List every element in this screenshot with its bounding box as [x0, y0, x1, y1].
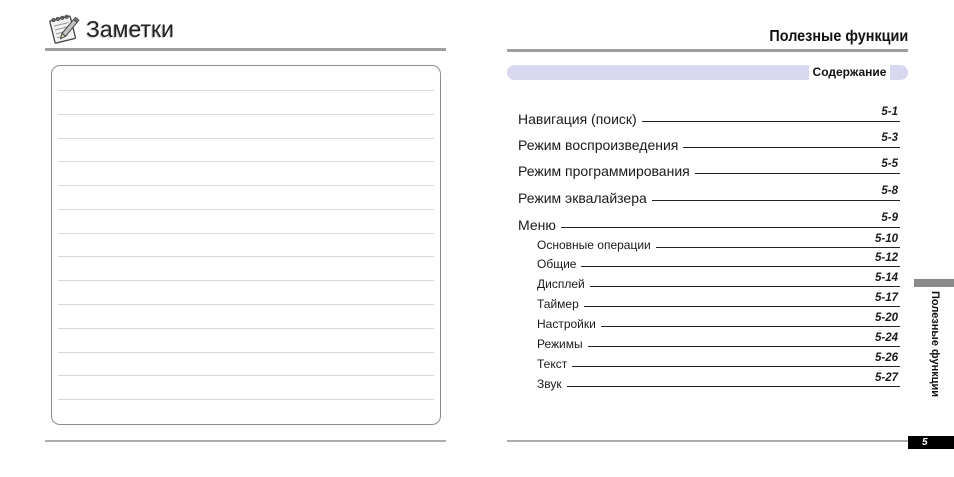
toc-subentry[interactable] [537, 292, 900, 312]
side-tab-label: Полезные функции [929, 291, 941, 398]
toc-entry-label: Режим воспроизведения [518, 137, 679, 153]
notes-box [51, 65, 441, 425]
toc-subentry-page: 5-17 [874, 292, 898, 304]
toc-entry[interactable] [518, 185, 900, 207]
toc-leader-line [581, 266, 900, 267]
note-line [58, 280, 434, 281]
toc-leader-line [584, 306, 900, 307]
note-line [58, 114, 434, 115]
note-line [58, 90, 434, 91]
toc-leader-line [642, 121, 900, 122]
toc-leader-line [652, 200, 900, 201]
toc-leader-line [572, 366, 900, 367]
toc-entry-label: Режим программирования [518, 163, 690, 179]
notepad-pencil-icon [48, 13, 82, 44]
footer-rule [507, 440, 908, 442]
toc-entry-page: 5-1 [881, 106, 898, 118]
page-title: Заметки [86, 16, 174, 42]
toc-subentry-page: 5-24 [874, 332, 898, 344]
toc-subentry[interactable] [537, 312, 900, 332]
toc-entry-page: 5-9 [881, 212, 898, 224]
toc-leader-line [601, 326, 900, 327]
title-rule [45, 48, 446, 51]
side-tab-marker [914, 279, 954, 287]
toc-subentry-page: 5-10 [874, 233, 898, 245]
header-rule [507, 49, 908, 52]
note-line [58, 209, 434, 210]
toc-leader-line [590, 286, 900, 287]
toc-entry-page: 5-8 [881, 185, 898, 197]
note-line [58, 375, 434, 376]
toc-subentry-page: 5-27 [874, 372, 898, 384]
toc-subentry-label: Основные операции [537, 238, 651, 252]
toc-entry[interactable] [518, 132, 900, 154]
note-line [58, 328, 434, 329]
toc-entry[interactable] [518, 212, 900, 234]
toc-subentry-label: Общие [537, 257, 577, 271]
contents-label: Содержание [809, 65, 890, 80]
toc-subentry[interactable] [537, 372, 900, 392]
toc-subentry-page: 5-14 [874, 272, 898, 284]
note-line [58, 138, 434, 139]
toc-subentry-label: Дисплей [537, 277, 585, 291]
toc-subentry-page: 5-26 [874, 352, 898, 364]
note-line [58, 399, 434, 400]
toc-subentry-label: Настройки [537, 317, 596, 331]
toc-entry[interactable] [518, 158, 900, 180]
note-line [58, 161, 434, 162]
toc-subentry-page: 5-20 [874, 312, 898, 324]
toc-entry-page: 5-5 [881, 158, 898, 170]
toc-subentry-page: 5-12 [874, 252, 898, 264]
toc-subentry[interactable] [537, 272, 900, 292]
toc-leader-line [656, 247, 900, 248]
toc-subentry-label: Звук [537, 377, 562, 391]
toc-subentry-label: Таймер [537, 297, 579, 311]
toc-subentry[interactable] [537, 252, 900, 272]
note-line [58, 233, 434, 234]
toc-leader-line [567, 386, 900, 387]
note-line [58, 185, 434, 186]
toc-subentry-label: Режимы [537, 337, 583, 351]
toc-entry-label: Навигация (поиск) [518, 111, 637, 127]
toc-leader-line [695, 173, 900, 174]
toc-leader-line [588, 346, 900, 347]
section-header: Полезные функции [769, 28, 908, 45]
toc-subentry[interactable] [537, 332, 900, 352]
footer-rule [45, 440, 446, 442]
toc-entry-label: Меню [518, 217, 556, 233]
toc-subentry[interactable] [537, 233, 900, 253]
page-number: 5 [908, 436, 954, 449]
toc-entry-page: 5-3 [881, 132, 898, 144]
toc-entry-label: Режим эквалайзера [518, 190, 647, 206]
toc-leader-line [561, 227, 900, 228]
toc-leader-line [683, 147, 900, 148]
toc-subentry[interactable] [537, 352, 900, 372]
toc-entry[interactable] [518, 106, 900, 128]
note-line [58, 352, 434, 353]
toc-subentry-label: Текст [537, 357, 568, 371]
note-line [58, 256, 434, 257]
note-line [58, 304, 434, 305]
